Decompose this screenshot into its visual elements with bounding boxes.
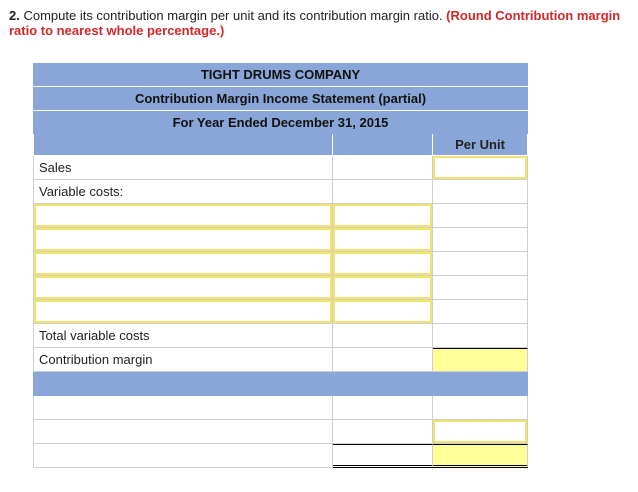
column-header-row: [33, 134, 528, 156]
variable-cost-amount-input[interactable]: [333, 252, 432, 275]
variable-cost-per-unit-cell: [433, 252, 528, 276]
ratio-row: [33, 396, 528, 420]
section-divider-bar: [33, 372, 528, 396]
contribution-margin-row: [33, 348, 528, 372]
ratio-input-row: [33, 420, 528, 444]
ratio-result-input[interactable]: [433, 444, 528, 468]
variable-cost-label-cell: [33, 276, 333, 300]
question-text: [9, 8, 634, 38]
variable-cost-per-unit-cell: [433, 276, 528, 300]
ratio-result-label-cell: [33, 444, 333, 468]
total-variable-costs-label: Total variable costs: [33, 324, 333, 348]
ratio-input-cell: [433, 420, 528, 444]
total-variable-costs-amount-cell: [333, 324, 433, 348]
income-statement-table: [33, 63, 528, 468]
sales-per-unit-cell: [433, 156, 528, 180]
variable-cost-row: [33, 228, 528, 252]
variable-cost-row: [33, 204, 528, 228]
ratio-per-unit-cell: [433, 396, 528, 420]
variable-cost-label-input[interactable]: [34, 276, 332, 299]
ratio-result-row: [33, 444, 528, 468]
variable-cost-label-cell: [33, 300, 333, 324]
sales-label: Sales: [33, 156, 333, 180]
variable-cost-label-cell: [33, 252, 333, 276]
variable-cost-label-input[interactable]: [34, 228, 332, 251]
company-name: TIGHT DRUMS COMPANY: [33, 63, 528, 86]
total-variable-costs-per-unit-cell: [433, 324, 528, 348]
question-number: 2.: [9, 8, 20, 23]
variable-costs-label: Variable costs:: [33, 180, 333, 204]
variable-cost-label-cell: [33, 228, 333, 252]
sales-amount-cell: [333, 156, 433, 180]
variable-cost-row: [33, 276, 528, 300]
variable-cost-per-unit-cell: [433, 204, 528, 228]
variable-costs-per-unit-cell: [433, 180, 528, 204]
question-body: Compute its contribution margin per unit and its contribution margin ratio.: [19, 8, 447, 23]
total-variable-costs-row: [33, 324, 528, 348]
sales-row: [33, 156, 528, 180]
variable-cost-label-input[interactable]: [34, 300, 332, 323]
variable-cost-amount-cell: [333, 204, 433, 228]
variable-cost-row: [33, 252, 528, 276]
variable-cost-per-unit-cell: [433, 300, 528, 324]
ratio-amount-cell: [333, 396, 433, 420]
variable-cost-amount-input[interactable]: [333, 228, 432, 251]
variable-cost-amount-cell: [333, 300, 433, 324]
column-header-label: [33, 134, 333, 156]
contribution-margin-per-unit-input[interactable]: [433, 348, 528, 372]
variable-costs-row: [33, 180, 528, 204]
variable-cost-row: [33, 300, 528, 324]
variable-cost-amount-cell: [333, 228, 433, 252]
ratio-numerator-input[interactable]: [433, 420, 527, 443]
column-header-per-unit: Per Unit: [433, 134, 528, 156]
statement-title: Contribution Margin Income Statement (partial): [33, 86, 528, 110]
ratio-label-cell: [33, 396, 333, 420]
variable-cost-amount-input[interactable]: [333, 204, 432, 227]
question-hint: (Round Contribution margin ratio to nearest whole percentage.): [9, 8, 621, 38]
contribution-margin-label: Contribution margin: [33, 348, 333, 372]
variable-cost-label-cell: [33, 204, 333, 228]
variable-cost-label-input[interactable]: [34, 204, 332, 227]
contribution-margin-amount-cell: [333, 348, 433, 372]
variable-cost-per-unit-cell: [433, 228, 528, 252]
column-header-amount: [333, 134, 433, 156]
variable-cost-amount-cell: [333, 252, 433, 276]
statement-period: For Year Ended December 31, 2015: [33, 110, 528, 134]
ratio-input-label-cell: [33, 420, 333, 444]
ratio-result-amount-cell: [333, 444, 433, 468]
variable-cost-amount-input[interactable]: [333, 300, 432, 323]
variable-cost-amount-cell: [333, 276, 433, 300]
sales-per-unit-input[interactable]: [433, 156, 527, 179]
variable-costs-amount-cell: [333, 180, 433, 204]
variable-cost-amount-input[interactable]: [333, 276, 432, 299]
variable-cost-label-input[interactable]: [34, 252, 332, 275]
ratio-input-amount-cell: [333, 420, 433, 444]
